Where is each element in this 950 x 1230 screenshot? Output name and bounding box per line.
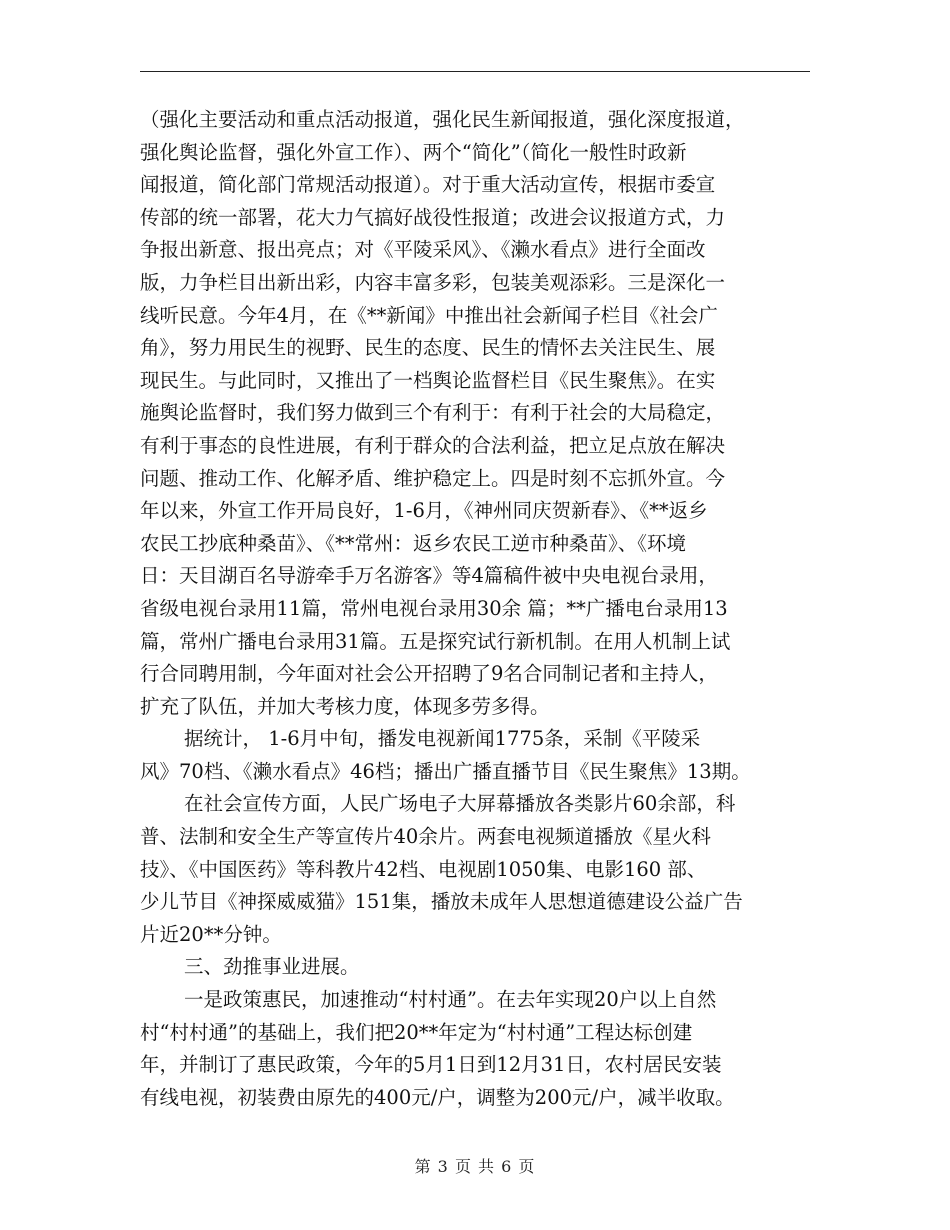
text-line: 片近20**分钟。: [140, 922, 282, 946]
section-heading: 三、劲推事业进展。: [184, 955, 360, 979]
text-line: 线听民意。今年4月，在《**新闻》中推出社会新闻子栏目《社会广: [140, 303, 718, 327]
text-line: 篇，常州广播电台录用31篇。五是探究试行新机制。在用人机制上试: [140, 629, 731, 653]
text-line: 闻报道，简化部门常规活动报道）。对于重大活动宣传，根据市委宣: [140, 173, 716, 197]
text-line: 风》70档、《濑水看点》46档；播出广播直播节目《民生聚焦》13期。: [140, 759, 751, 783]
text-line: （强化主要活动和重点活动报道，强化民生新闻报道，强化深度报道，: [140, 108, 745, 131]
text-line: 农民工抄底种桑苗》、《**常州：返乡农民工逆市种桑苗》、《环境: [140, 531, 687, 555]
text-line: 角》，努力用民生的视野、民生的态度、民生的情怀去关注民生、展: [140, 336, 716, 360]
text-line: 普、法制和安全生产等宣传片40余片。两套电视频道播放《星火科: [140, 825, 711, 849]
document-body: [140, 104, 820, 1114]
text-line: 省级电视台录用11篇，常州电视台录用30余 篇；**广播电台录用13: [140, 596, 728, 620]
text-line: 版，力争栏目出新出彩，内容丰富多彩，包装美观添彩。三是深化一: [140, 270, 726, 294]
text-line: 技》、《中国医药》等科教片42档、电视剧1050集、电影160 部、: [140, 857, 707, 881]
header-rule: [140, 71, 810, 72]
text-line: 现民生。与此同时，又推出了一档舆论监督栏目《民生聚焦》。在实: [140, 368, 716, 392]
paragraph-start-line: 一是政策惠民，加速推动“村村通”。在去年实现20户以上自然: [184, 988, 717, 1012]
text-line: 有利于事态的良性进展，有利于群众的合法利益，把立足点放在解决: [140, 433, 726, 457]
text-line: 有线电视，初装费由原先的400元/户，调整为200元/户，减半收取。: [140, 1085, 735, 1109]
paragraph-start-line: 据统计， 1-6月中旬，播发电视新闻1775条，采制《平陵采: [184, 727, 701, 751]
text-line: 少儿节目《神探威威猫》151集，播放未成年人思想道德建设公益广告: [140, 890, 743, 914]
text-line: 强化舆论监督，强化外宣工作）、两个“简化”（简化一般性时政新: [140, 140, 687, 164]
text-line: 村“村村通”的基础上，我们把20**年定为“村村通”工程达标创建: [140, 1020, 693, 1044]
text-line: 争报出新意、报出亮点；对《平陵采风》、《濑水看点》进行全面改: [140, 238, 706, 262]
page-number-footer: 第 3 页 共 6 页: [414, 1157, 536, 1176]
text-line: 传部的统一部署，花大力气搞好战役性报道；改进会议报道方式，力: [140, 205, 726, 229]
text-line: 扩充了队伍，并加大考核力度，体现多劳多得。: [140, 694, 550, 718]
text-line: 施舆论监督时，我们努力做到三个有利于：有利于社会的大局稳定，: [140, 401, 726, 425]
text-line: 行合同聘用制，今年面对社会公开招聘了9名合同制记者和主持人，: [140, 662, 718, 686]
text-line: 年以来，外宣工作开局良好，1-6月，《神州同庆贺新春》、《**返乡: [140, 499, 708, 523]
text-line: 日：天目湖百名导游牵手万名游客》等4篇稿件被中央电视台录用，: [140, 564, 718, 588]
text-line: 问题、推动工作、化解矛盾、维护稳定上。四是时刻不忘抓外宣。今: [140, 466, 726, 490]
text-line: 年，并制订了惠民政策，今年的5月1日到12月31日，农村居民安装: [140, 1053, 722, 1077]
paragraph-start-line: 在社会宣传方面，人民广场电子大屏幕播放各类影片60余部，科: [184, 792, 736, 816]
